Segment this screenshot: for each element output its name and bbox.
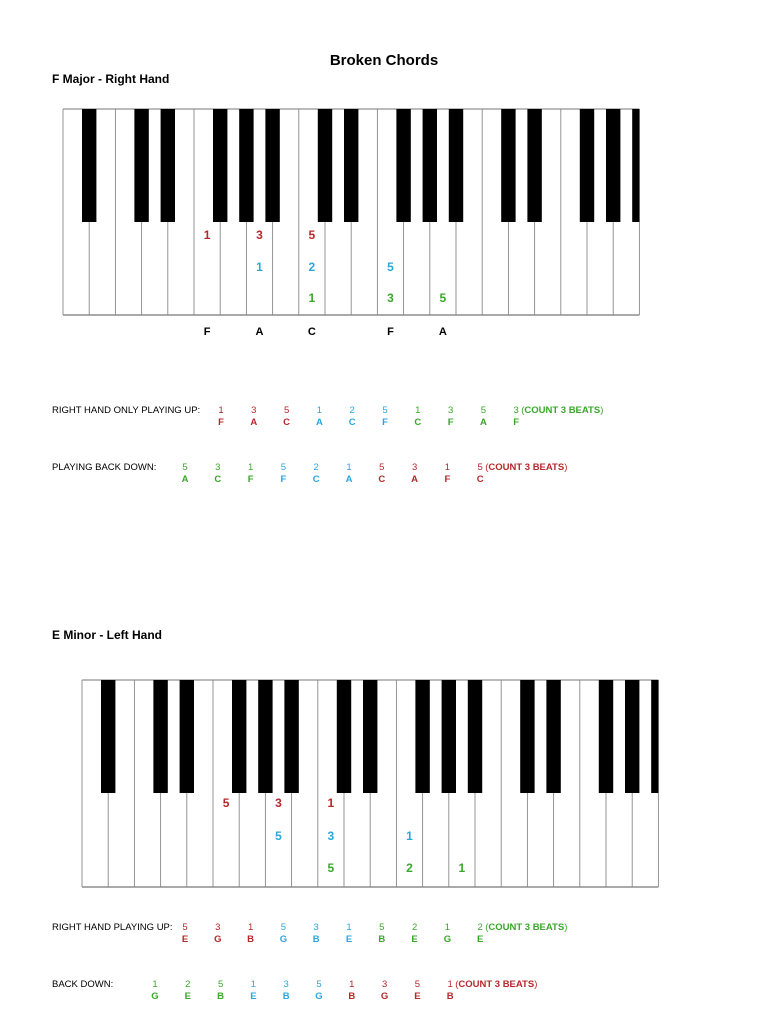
sequence-finger-number: 3 <box>381 979 388 990</box>
finger-number-label: 1 <box>308 291 316 305</box>
sequence-note-name: G <box>443 934 452 945</box>
sequence-finger-number: 1 <box>316 405 323 416</box>
tail-count-beats: COUNT 3 BEATS <box>458 979 535 990</box>
sequence-note-name: F <box>247 474 254 485</box>
sequence-note-name: B <box>247 934 255 945</box>
sequence-note-name: C <box>378 474 386 485</box>
black-key <box>284 680 298 793</box>
count-beats-note <box>485 922 567 933</box>
sequence-note-name: E <box>345 934 353 945</box>
sequence-note-name: G <box>279 934 288 945</box>
sequence-finger-number: 5 <box>379 922 385 933</box>
sequence-note-name: F <box>218 417 224 428</box>
tail-count-beats: COUNT 3 BEATS <box>488 462 565 473</box>
sequence-finger-number: 5 <box>414 979 421 990</box>
finger-number-label: 5 <box>222 796 230 810</box>
sequence-finger-number: 5 <box>280 922 287 933</box>
finger-number-label: 3 <box>275 796 282 810</box>
sequence-note-name: E <box>250 991 257 1002</box>
black-key <box>153 680 167 793</box>
sequence-finger-number: 2 <box>185 979 191 990</box>
note-name-label: A <box>255 326 264 338</box>
sequence-finger-number: 2 <box>313 462 319 473</box>
count-beats-note <box>455 979 537 990</box>
sequence-note-name: G <box>315 991 323 1002</box>
finger-number-label: 1 <box>458 861 466 875</box>
sequence-finger-number: 3 <box>283 979 289 990</box>
black-key <box>625 680 639 793</box>
section-heading-f-major: F Major - Right Hand <box>52 72 170 86</box>
sequence-note-name: E <box>184 991 191 1002</box>
tail-open: ( <box>521 405 525 416</box>
tail-count-beats: COUNT 3 BEATS <box>488 922 565 933</box>
black-key <box>101 680 115 793</box>
sequence-finger-number: 3 <box>313 922 319 933</box>
sequence-finger-number: 1 <box>218 405 224 416</box>
note-name-label: A <box>438 326 447 338</box>
sequence-label: RIGHT HAND PLAYING UP: <box>52 922 173 933</box>
tail-close: ) <box>564 922 568 933</box>
sequence-note-name: G <box>151 991 159 1002</box>
sequence-note-name: A <box>411 474 419 485</box>
sequence-note-name: E <box>181 934 189 945</box>
sequence-note-name: B <box>217 991 225 1002</box>
tail-open: ( <box>485 922 489 933</box>
sequence-note-name: C <box>348 417 356 428</box>
black-key <box>415 680 429 793</box>
page-title: Broken Chords <box>329 52 439 69</box>
sequence-note-name: F <box>280 474 287 485</box>
tail-close: ) <box>534 979 538 990</box>
black-key <box>258 680 272 793</box>
sequence-finger-number: 1 <box>247 462 254 473</box>
sequence-note-name: B <box>282 991 290 1002</box>
sequence-note-name: B <box>378 934 386 945</box>
sequence-note-name: A <box>479 417 487 428</box>
black-key <box>468 680 482 793</box>
sequence-note-name: B <box>348 991 356 1002</box>
sequence-finger-number: 3 <box>513 405 519 416</box>
sequence-note-name: F <box>513 417 520 428</box>
sequence-finger-number: 3 <box>215 922 221 933</box>
sequence-finger-number: 2 <box>349 405 355 416</box>
black-key <box>442 680 456 793</box>
sequence-note-name: E <box>477 934 484 945</box>
black-key <box>363 680 377 793</box>
finger-number-label: 5 <box>327 861 335 875</box>
sequence-finger-number: 1 <box>346 462 352 473</box>
sequence-finger-number: 1 <box>444 462 451 473</box>
sequence-finger-number: 1 <box>415 405 421 416</box>
sequence-note-name: F <box>444 474 451 485</box>
finger-number-label: 3 <box>387 291 394 305</box>
sequence-note-name: G <box>380 991 389 1002</box>
sequence-finger-number: 3 <box>251 405 257 416</box>
finger-number-label: 2 <box>308 260 316 274</box>
sequence-note-name: E <box>411 934 418 945</box>
note-name-label: F <box>387 326 394 338</box>
black-key <box>651 680 658 793</box>
sequence-finger-number: 5 <box>182 922 188 933</box>
sequence-finger-number: 5 <box>379 462 385 473</box>
sequence-note-name: F <box>382 417 388 428</box>
sequence-finger-number: 1 <box>444 922 451 933</box>
finger-number-label: 1 <box>203 228 211 242</box>
sequence-label: PLAYING BACK DOWN: <box>52 462 157 473</box>
sequence-finger-number: 1 <box>447 979 453 990</box>
finger-number-label: 1 <box>256 260 263 274</box>
black-key <box>232 680 246 793</box>
sequence-finger-number: 5 <box>382 405 388 416</box>
finger-number-label: 5 <box>387 260 394 274</box>
sequence-note-name: F <box>447 417 454 428</box>
sequence-label: BACK DOWN: <box>52 979 114 990</box>
finger-number-label: 1 <box>406 829 413 843</box>
sequence-note-name: C <box>214 474 222 485</box>
sequence-finger-number: 5 <box>477 462 483 473</box>
finger-number-label: 5 <box>275 829 282 843</box>
sequence-finger-number: 5 <box>182 462 188 473</box>
tail-count-beats: COUNT 3 BEATS <box>524 405 601 416</box>
tail-open: ( <box>455 979 459 990</box>
sequence-label: RIGHT HAND ONLY PLAYING UP: <box>52 405 201 416</box>
sequence-finger-number: 5 <box>283 405 290 416</box>
tail-close: ) <box>600 405 604 416</box>
sequence-finger-number: 1 <box>346 922 352 933</box>
sequence-note-name: B <box>446 991 454 1002</box>
sequence-note-name: A <box>345 474 353 485</box>
finger-number-label: 1 <box>327 796 335 810</box>
sequence-note-name: A <box>250 417 258 428</box>
sequence-note-name: B <box>312 934 320 945</box>
section-heading-e-minor: E Minor - Left Hand <box>52 628 162 642</box>
sequence-note-name: A <box>181 474 189 485</box>
sequence-note-name: A <box>315 417 323 428</box>
black-key <box>599 680 613 793</box>
tail-close: ) <box>564 462 568 473</box>
sequence-finger-number: 1 <box>349 979 355 990</box>
black-key <box>520 680 534 793</box>
finger-number-label: 3 <box>256 228 263 242</box>
sequence-note-name: C <box>414 417 422 428</box>
finger-number-label: 2 <box>406 861 413 875</box>
finger-number-label: 3 <box>327 829 335 843</box>
note-name-label: F <box>203 326 211 338</box>
sequence-note-name: C <box>312 474 320 485</box>
sequence-finger-number: 5 <box>316 979 322 990</box>
black-key <box>337 680 351 793</box>
sequence-note-name: C <box>283 417 291 428</box>
sequence-finger-number: 5 <box>480 405 487 416</box>
finger-number-label: 5 <box>308 228 316 242</box>
sequence-finger-number: 2 <box>477 922 483 933</box>
black-key <box>180 680 194 793</box>
sequence-finger-number: 1 <box>247 922 254 933</box>
sequence-finger-number: 1 <box>152 979 158 990</box>
sequence-note-name: G <box>214 934 222 945</box>
sequence-finger-number: 3 <box>447 405 454 416</box>
tail-open: ( <box>485 462 489 473</box>
sequence-finger-number: 1 <box>250 979 257 990</box>
sequence-finger-number: 3 <box>411 462 418 473</box>
sequence-finger-number: 2 <box>411 922 418 933</box>
sequence-finger-number: 3 <box>215 462 221 473</box>
note-name-label: C <box>307 326 316 338</box>
sequence-note-name: C <box>476 474 484 485</box>
sequence-finger-number: 5 <box>280 462 287 473</box>
black-key <box>546 680 560 793</box>
sequence-note-name: E <box>414 991 421 1002</box>
sequence-finger-number: 5 <box>217 979 224 990</box>
finger-number-label: 5 <box>439 291 447 305</box>
